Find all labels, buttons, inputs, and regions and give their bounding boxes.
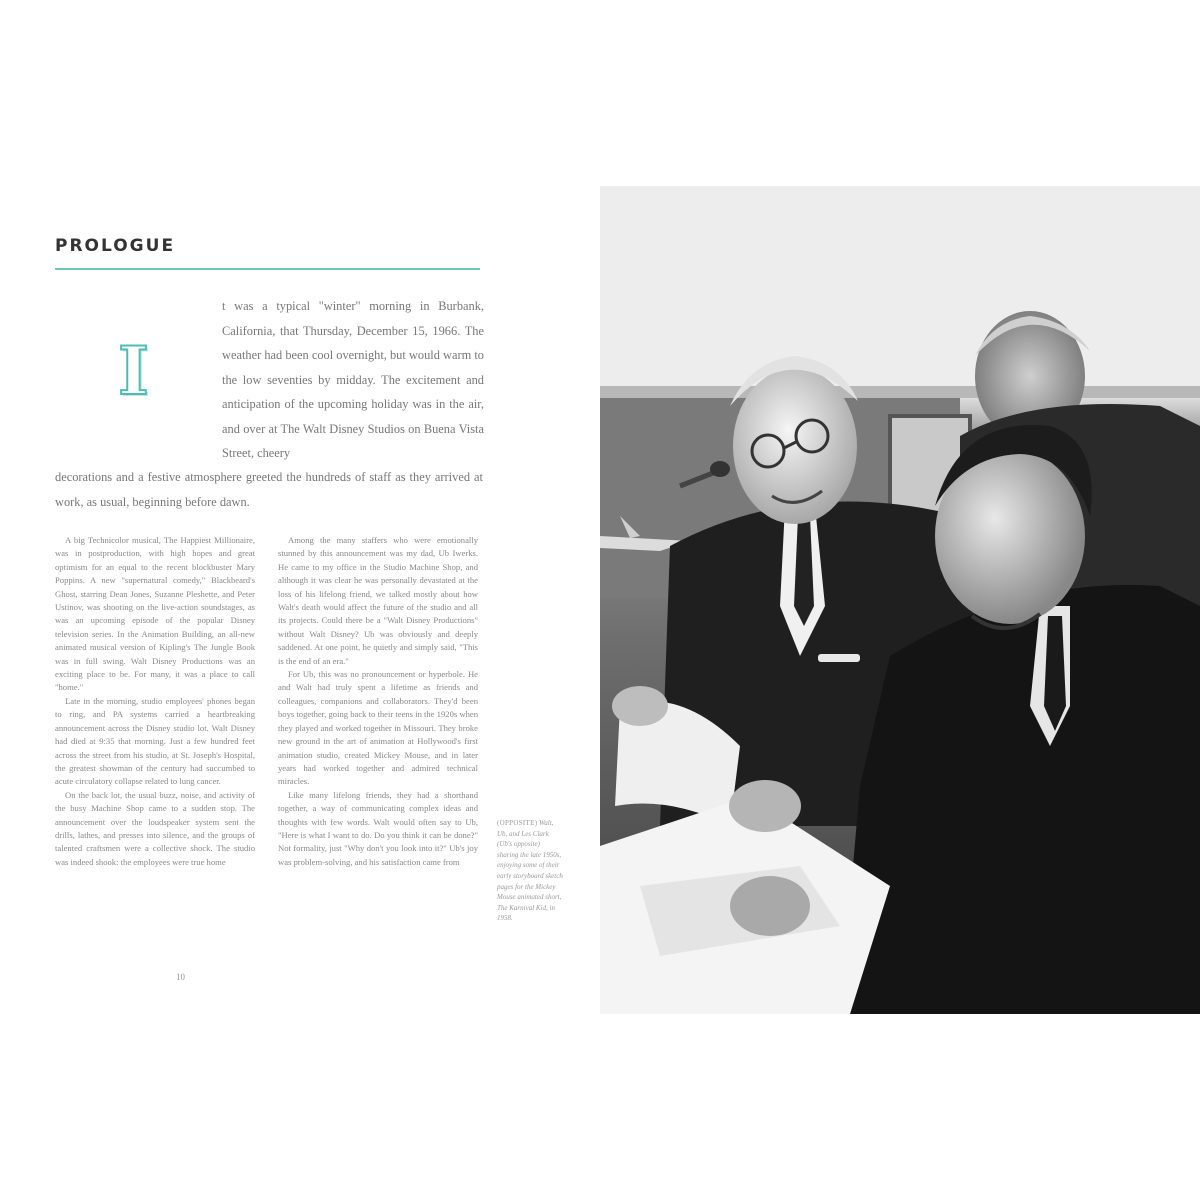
- text-column-1: [55, 534, 255, 869]
- page-number: 10: [176, 972, 185, 982]
- black-and-white-photo: [600, 186, 1200, 1014]
- title-rule: [55, 268, 480, 270]
- caption-text: Walt, Ub, and Les Clark (Ub's opposite) sharing the late 1950s, enjoying some of their early storyboard sketch pages for the Mickey Mouse animated short, The Karnival Kid, in 1958.: [497, 819, 563, 923]
- chapter-title: PROLOGUE: [55, 236, 176, 256]
- photo-illustration: [600, 186, 1200, 1014]
- body-paragraph: For Ub, this was no pronouncement or hyperbole. He and Walt had truly spent a lifetime as friends and colleagues, companions and collaborators. They'd been boys together, going back to their teens in the 1920s when they played and worked together in Missouri. They broke new ground in the art of animation at Hollywood's first animation studio, created Mickey Mouse, and in later years had worked together and admired technical miracles.: [278, 669, 478, 787]
- body-paragraph: Among the many staffers who were emotionally stunned by this announcement was my dad, Ub Iwerks. He came to my office in the Studio Machine Shop, and although it was clear he was personally devastated at the loss of his lifelong friend, we talked mostly about how Walt's death would affect the future of the studio and all its projects. Could there be a "Walt Disney Productions" without Walt Disney? Ub was obviously and deeply saddened. At one point, he quietly and simply said, "This is the end of an era.": [278, 535, 478, 666]
- intro-paragraph-first: t was a typical "winter" morning in Burbank, California, that Thursday, December 15, 1966. The weather had been cool overnight, but would warm to the low seventies by midday. The excitement and anticipation of the upcoming holiday was in the air, and over at The Walt Disney Studios on Buena Vista Street, cheery: [222, 299, 484, 460]
- body-paragraph: A big Technicolor musical, The Happiest Millionaire, was in postproduction, with high hopes and great optimism for an equal to the recent blockbuster Mary Poppins. A new "supernatural comedy," Blackbeard's Ghost, starring Dean Jones, Suzanne Pleshette, and Peter Ustinov, was shooting on the live-action soundstages, as was an upcoming episode of the popular Disney television series. In the Animation Building, an all-new animated musical version of Kipling's The Jungle Book was in full swing. Walt Disney Productions was an exciting place to be. For many, it was a place to call "home.": [55, 535, 255, 693]
- drop-cap: I: [118, 332, 149, 410]
- body-paragraph: On the back lot, the usual buzz, noise, and activity of the busy Machine Shop came to a sudden stop. The announcement over the loudspeaker system sent the drills, lathes, and presses into silence, and the groups of talented craftsmen were a collective shock. The studio was indeed shook: the employees were true home: [55, 789, 255, 867]
- caption-lead: (OPPOSITE): [497, 819, 538, 827]
- photo-caption: [497, 818, 563, 924]
- text-column-2: [278, 534, 478, 869]
- body-paragraph: Late in the morning, studio employees' phones began to ring, and PA systems carried a heartbreaking announcement across the Disney studio lot. Walt Disney had died at 9:35 that morning. Just a few hundred feet across the street from his studio, at St. Joseph's Hospital, the greatest showman of the century had succumbed to acute circulatory collapse related to lung cancer.: [55, 695, 255, 787]
- intro-paragraph-rest: decorations and a festive atmosphere greeted the hundreds of staff as they arrived at work, as usual, beginning before dawn.: [55, 470, 483, 509]
- body-paragraph: Like many lifelong friends, they had a shorthand together, a way of communicating complex ideas and thoughts with few words. Walt would often say to Ub, "Here is what I want to do. Do you think it can be done?" Not formality, just "Why don't you look into it?" Ub's joy was problem-solving, and his satisfaction came from: [278, 789, 478, 867]
